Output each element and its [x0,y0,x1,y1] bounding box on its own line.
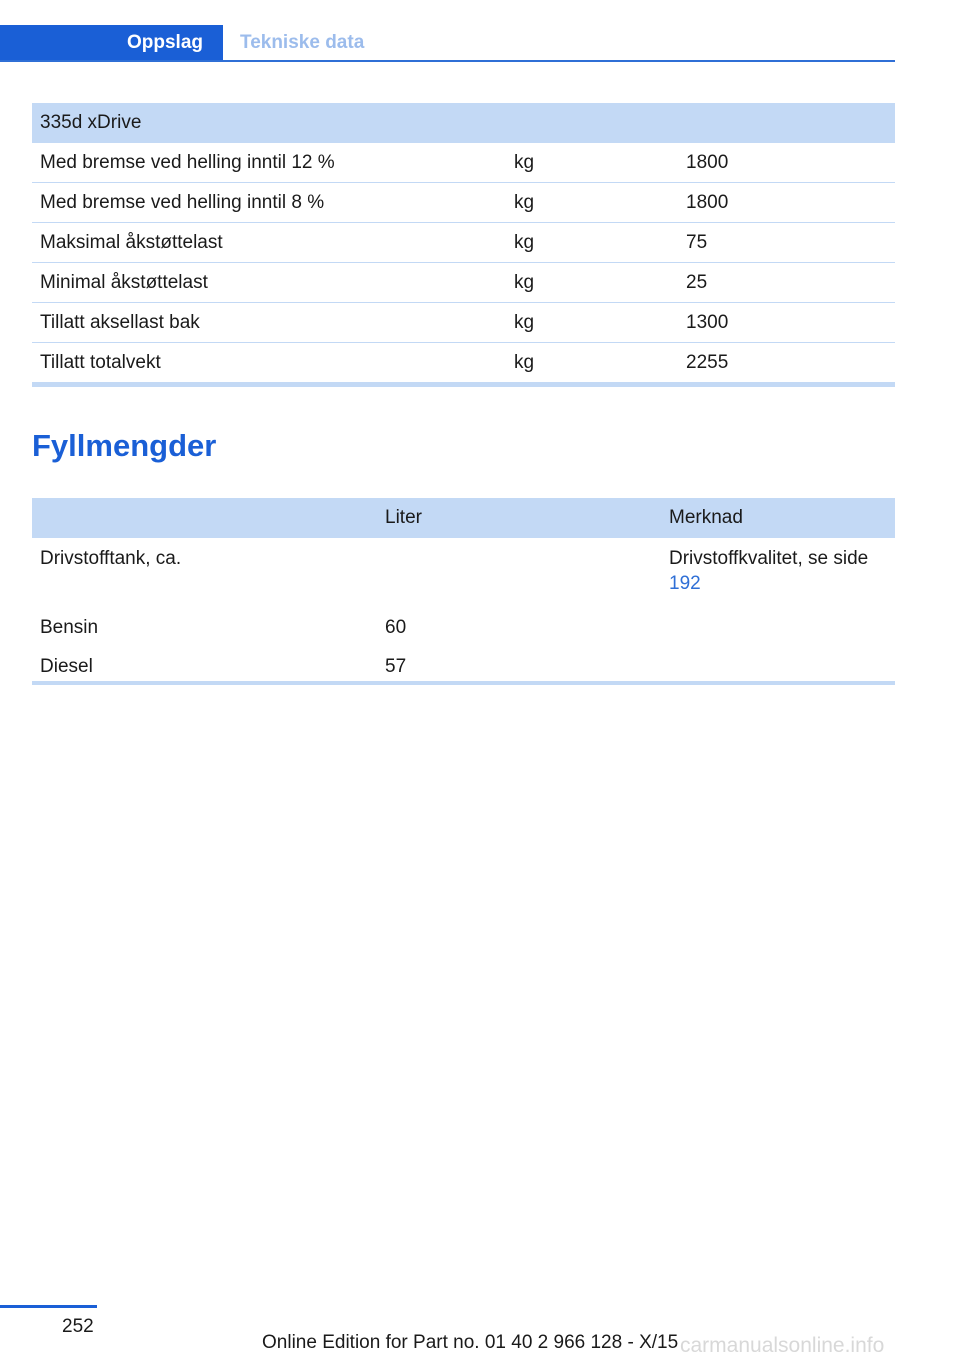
header-empty [32,498,377,538]
row-unit: kg [506,223,678,263]
row-note [661,608,895,647]
row-value: 2255 [678,343,895,383]
tab-tekniske-data[interactable]: Tekniske data [240,32,365,53]
table-header-row [32,498,895,538]
row-label: Tillatt totalvekt [32,343,506,383]
table-end-rule [32,681,895,685]
tab-oppslag[interactable]: Oppslag [0,25,223,61]
note-text: Drivstoffkvalitet, se side [669,548,869,569]
watermark-text: carmanualsonline.info [680,1334,885,1357]
table-row [32,343,895,383]
fill-quantities-table [32,498,895,686]
row-label: Med bremse ved helling inntil 8 % [32,183,506,223]
row-unit: kg [506,183,678,223]
row-value: 1800 [678,183,895,223]
row-value: 75 [678,223,895,263]
trailer-load-table [32,103,895,383]
table-row [32,143,895,183]
table-row [32,608,895,647]
row-liter: 57 [385,656,407,677]
page-link[interactable]: 192 [669,573,701,594]
row-unit: kg [506,303,678,343]
row-label: Med bremse ved helling inntil 12 % [32,143,506,183]
row-label: Drivstofftank, ca. [40,548,182,569]
row-unit: kg [506,343,678,383]
row-value: 25 [678,263,895,303]
header-merknad: Merknad [661,498,895,538]
row-label: Diesel [40,656,93,677]
row-liter: 60 [385,617,407,638]
row-label: Tillatt aksellast bak [32,303,506,343]
row-liter [377,538,661,608]
header-divider [0,60,895,62]
row-label: Minimal åkstøttelast [32,263,506,303]
table-row [32,263,895,303]
footer-rule [0,1305,97,1308]
row-label: Maksimal åkstøttelast [32,223,506,263]
row-value: 1300 [678,303,895,343]
edition-text: Online Edition for Part no. 01 40 2 966 128 - X/15 [262,1332,679,1353]
table-row [32,223,895,263]
table-end-rule [32,383,895,387]
table-row [32,303,895,343]
row-label: Bensin [40,617,99,638]
page-number: 252 [62,1316,94,1337]
row-unit: kg [506,263,678,303]
row-note [661,538,895,608]
page-header [0,25,895,61]
table-row [32,183,895,223]
header-liter: Liter [377,498,661,538]
row-unit: kg [506,143,678,183]
table-title: 335d xDrive [32,103,895,143]
table-row [32,538,895,608]
table-header-row [32,103,895,143]
section-title: Fyllmengder [32,428,217,463]
row-value: 1800 [678,143,895,183]
